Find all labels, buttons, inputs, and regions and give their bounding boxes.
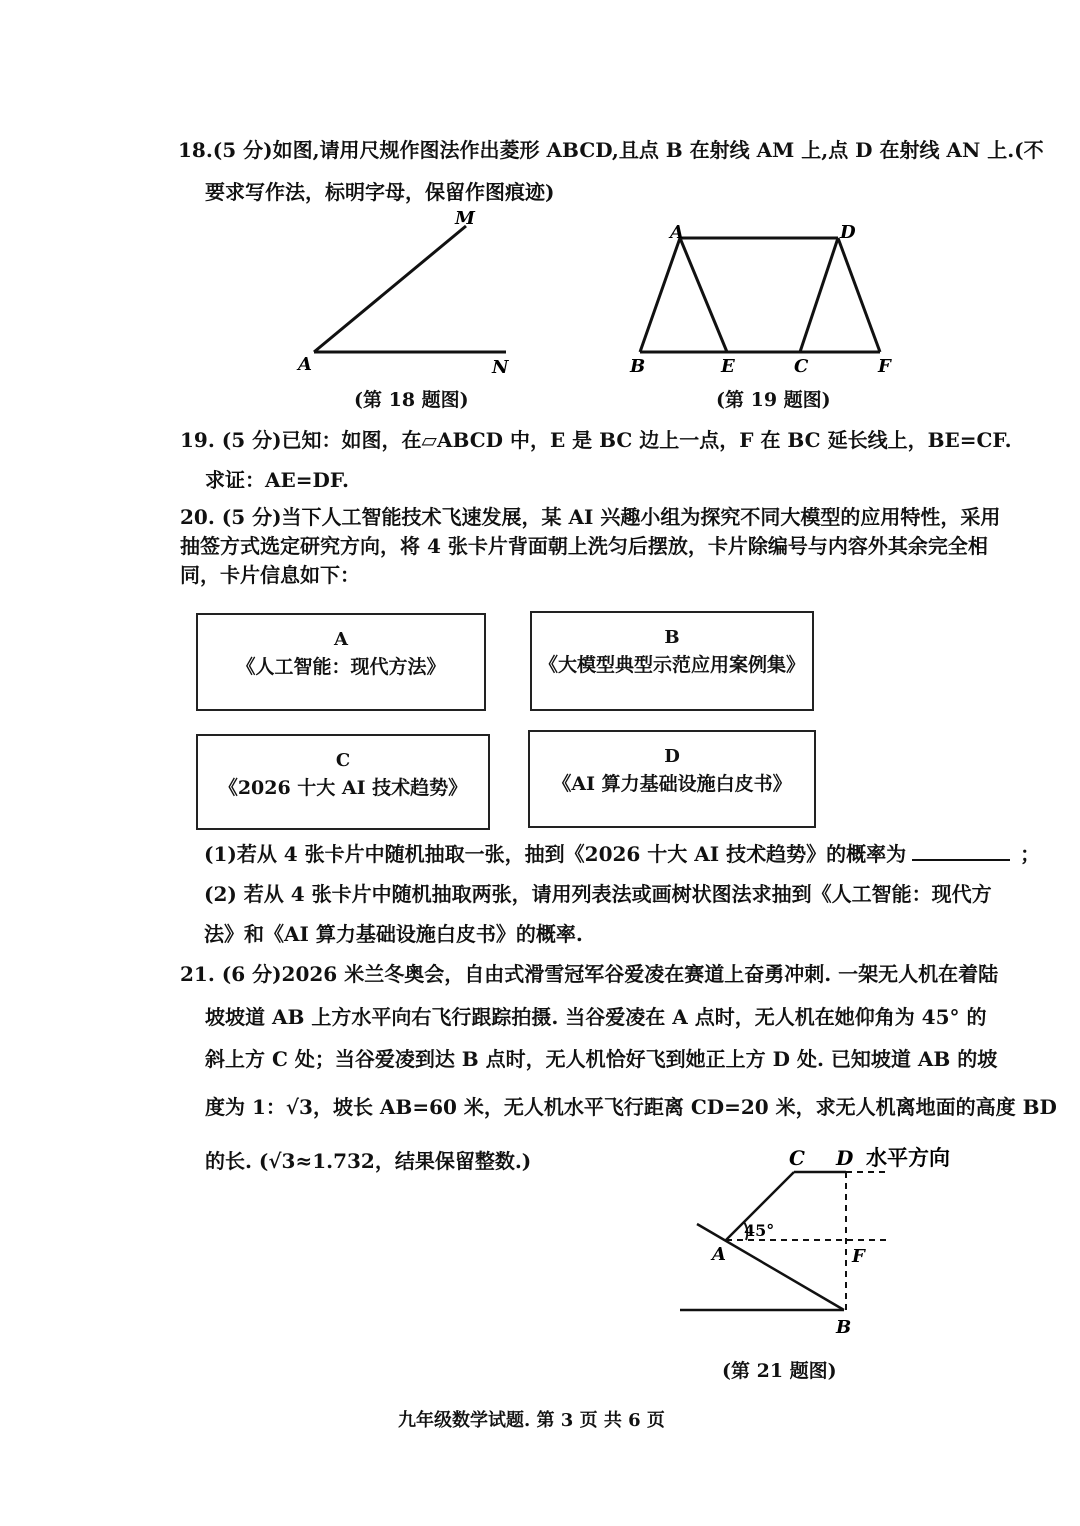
page-footer: 九年级数学试题. 第 3 页 共 6 页 (398, 1410, 665, 1431)
label-c: C (789, 1146, 805, 1170)
q18-text-line-2: 要求写作法，标明字母，保留作图痕迹) (205, 180, 555, 204)
card-letter: D (664, 746, 680, 767)
q20-text-line-1: 20. (5 分)当下人工智能技术飞速发展，某 AI 兴趣小组为探究不同大模型的应用特性，采用 (180, 505, 1001, 529)
label-m: M (455, 208, 475, 229)
q20-sub1-end: ； (1020, 842, 1041, 866)
q21-text-line-3: 斜上方 C 处；当谷爱凌到达 B 点时，无人机恰好飞到她正上方 D 处. 已知坡道 AB 的坡 (205, 1047, 998, 1071)
card-letter: A (334, 629, 348, 650)
label-e: E (721, 356, 735, 377)
label-d: D (840, 222, 856, 243)
label-d: D (836, 1146, 854, 1170)
card-letter: B (664, 627, 680, 648)
q21-caption: (第 21 题图) (722, 1360, 837, 1382)
q21-text-line-2: 坡坡道 AB 上方水平向右飞行跟踪拍摄. 当谷爱凌在 A 点时，无人机在她仰角为 45° 的 (205, 1005, 987, 1029)
q21-text-line-4: 度为 1：√3，坡长 AB=60 米，无人机水平飞行距离 CD=20 米，求无人机离地面的高度 BD (205, 1095, 1057, 1119)
label-f: F (852, 1246, 865, 1267)
q19-text-line-1: 19. (5 分)已知：如图，在▱ABCD 中，E 是 BC 边上一点，F 在 BC 延长线上，BE=CF. (180, 428, 1012, 452)
card-title: 《AI 算力基础设施白皮书》 (552, 773, 792, 795)
q18-text-line-1: 18.(5 分)如图,请用尺规作图法作出菱形 ABCD,且点 B 在射线 AM 上,点 D 在射线 AN 上.(不 (178, 138, 1044, 162)
card-title: 《人工智能：现代方法》 (236, 656, 446, 678)
q20-sub1-text: (1)若从 4 张卡片中随机抽取一张，抽到《2026 十大 AI 技术趋势》的概率为 (204, 842, 907, 866)
card-title: 《大模型典型示范应用案例集》 (538, 654, 805, 676)
q21-text-line-5: 的长. (√3≈1.732，结果保留整数.) (205, 1149, 532, 1173)
label-n: N (492, 357, 509, 378)
card-title: 《2026 十大 AI 技术趋势》 (218, 777, 468, 799)
q19-text-line-2: 求证：AE=DF. (205, 468, 350, 492)
label-a: A (670, 222, 684, 243)
label-b: B (836, 1317, 852, 1338)
label-a: A (712, 1244, 726, 1265)
q20-text-line-3: 同，卡片信息如下： (180, 563, 360, 587)
q19-caption: (第 19 题图) (716, 389, 831, 411)
q20-sub2-line-1: (2) 若从 4 张卡片中随机抽取两张，请用列表法或画树状图法求抽到《人工智能：现代方 (204, 882, 992, 906)
label-c: C (794, 356, 809, 377)
label-horizontal: 水平方向 (866, 1145, 950, 1170)
label-f: F (878, 356, 891, 377)
q18-caption: (第 18 题图) (354, 389, 469, 411)
card-letter: C (335, 750, 351, 771)
label-angle: 45° (744, 1221, 775, 1240)
q20-sub2-line-2: 法》和《AI 算力基础设施白皮书》的概率. (204, 922, 583, 946)
label-b: B (630, 356, 646, 377)
label-a: A (298, 354, 312, 375)
q20-text-line-2: 抽签方式选定研究方向，将 4 张卡片背面朝上洗匀后摆放，卡片除编号与内容外其余完全相 (180, 534, 988, 558)
q21-text-line-1: 21. (6 分)2026 米兰冬奥会，自由式滑雪冠军谷爱凌在赛道上奋勇冲刺. 一架无人机在着陆 (180, 962, 999, 986)
